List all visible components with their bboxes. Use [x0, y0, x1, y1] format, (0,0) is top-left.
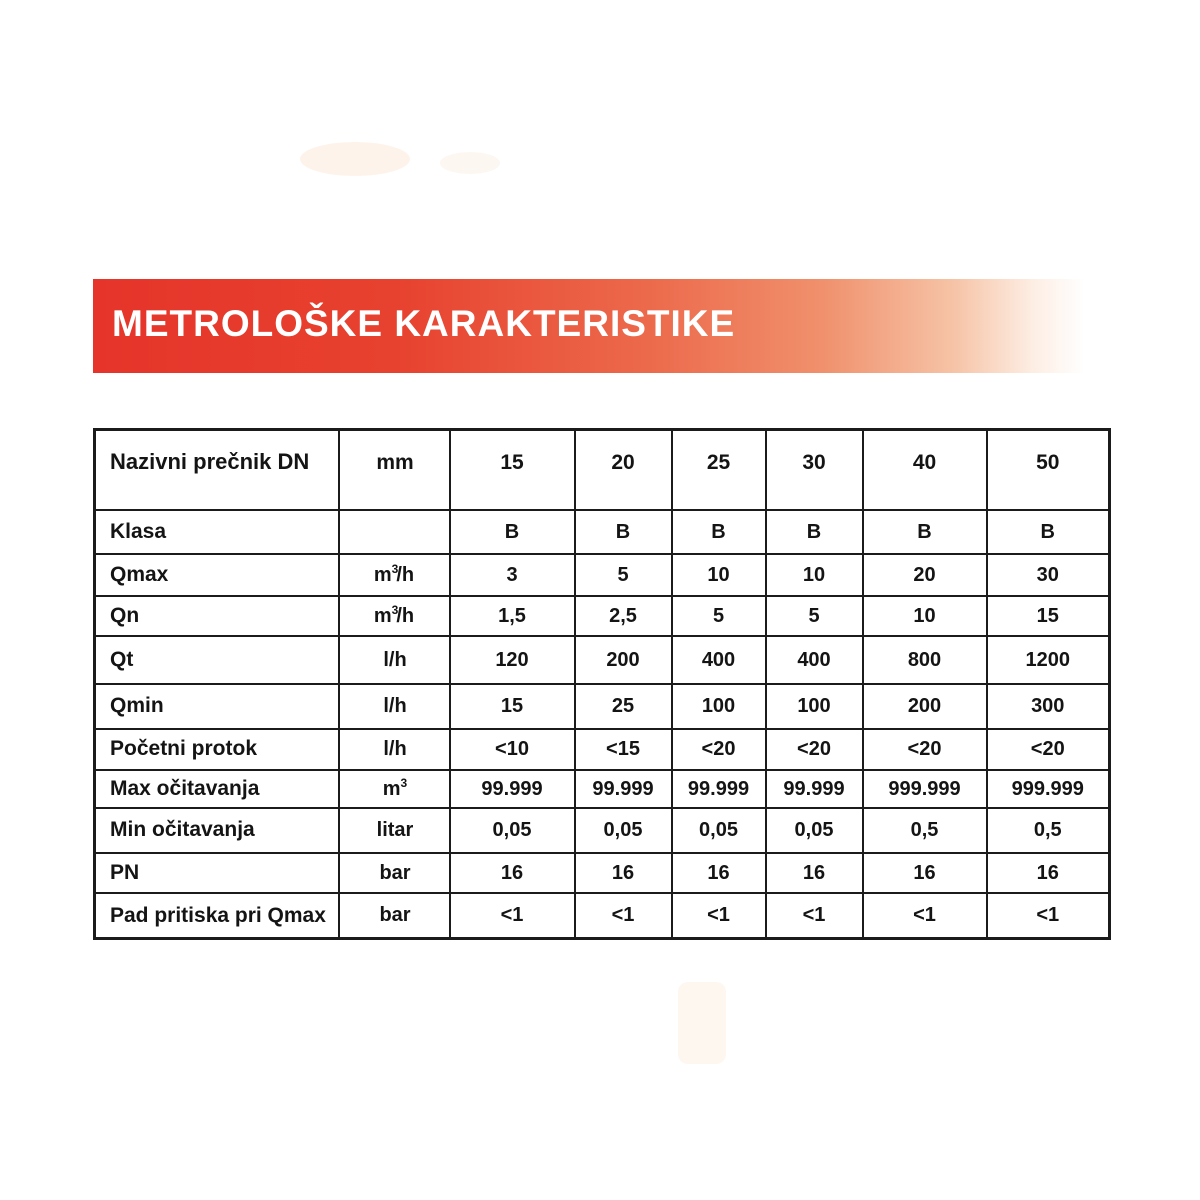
unit-cell: $m^3/h$ [339, 554, 450, 596]
value-cell: 15 [987, 596, 1110, 636]
value-cell: 120 [450, 636, 575, 684]
value-cell: 2,5 [575, 596, 672, 636]
value-cell: B [450, 510, 575, 554]
table-row [95, 770, 1110, 808]
value-cell: <20 [672, 729, 766, 770]
value-cell: <1 [450, 893, 575, 939]
row-label: Min očitavanja [95, 808, 339, 853]
value-cell: 50 [987, 430, 1110, 510]
value-cell: 1,5 [450, 596, 575, 636]
value-cell: <10 [450, 729, 575, 770]
value-cell: 99.999 [672, 770, 766, 808]
value-cell: 200 [575, 636, 672, 684]
row-label: Nazivni prečnik DN [95, 430, 339, 510]
scan-artifact [300, 142, 410, 176]
value-cell: 16 [766, 853, 863, 893]
row-label: Qn [95, 596, 339, 636]
value-cell: <1 [672, 893, 766, 939]
value-cell: <1 [766, 893, 863, 939]
value-cell: <20 [766, 729, 863, 770]
table-row [95, 554, 1110, 596]
value-cell: 0,05 [575, 808, 672, 853]
value-cell: 200 [863, 684, 987, 729]
value-cell: <1 [575, 893, 672, 939]
table-header-row [95, 430, 1110, 510]
table-row [95, 510, 1110, 554]
value-cell: <1 [863, 893, 987, 939]
value-cell: 100 [766, 684, 863, 729]
value-cell: 0,05 [450, 808, 575, 853]
row-label: Qmax [95, 554, 339, 596]
value-cell: 99.999 [575, 770, 672, 808]
section-title: METROLOŠKE KARAKTERISTIKE [112, 303, 736, 344]
value-cell: 400 [672, 636, 766, 684]
value-cell: B [766, 510, 863, 554]
value-cell: 40 [863, 430, 987, 510]
unit-cell: $m^3$ [339, 770, 450, 808]
value-cell: 25 [575, 684, 672, 729]
table-row [95, 684, 1110, 729]
unit-cell: l/h [339, 636, 450, 684]
value-cell: 15 [450, 684, 575, 729]
section-header-banner [93, 279, 1105, 373]
value-cell: 3 [450, 554, 575, 596]
unit-cell: litar [339, 808, 450, 853]
value-cell: 20 [575, 430, 672, 510]
unit-cell: l/h [339, 684, 450, 729]
table-row [95, 596, 1110, 636]
spec-table [93, 428, 1111, 940]
row-label: Qmin [95, 684, 339, 729]
row-label: PN [95, 853, 339, 893]
value-cell: B [672, 510, 766, 554]
value-cell: B [987, 510, 1110, 554]
value-cell: 0,5 [863, 808, 987, 853]
value-cell: 5 [672, 596, 766, 636]
value-cell: 16 [987, 853, 1110, 893]
value-cell: 100 [672, 684, 766, 729]
value-cell: 16 [575, 853, 672, 893]
table-row [95, 808, 1110, 853]
value-cell: 0,05 [672, 808, 766, 853]
value-cell: 16 [450, 853, 575, 893]
value-cell: 999.999 [987, 770, 1110, 808]
value-cell: 5 [766, 596, 863, 636]
value-cell: <15 [575, 729, 672, 770]
unit-cell: $m^3/h$ [339, 596, 450, 636]
value-cell: 300 [987, 684, 1110, 729]
table-row [95, 893, 1110, 939]
unit-cell [339, 510, 450, 554]
value-cell: 999.999 [863, 770, 987, 808]
table-row [95, 636, 1110, 684]
value-cell: <20 [863, 729, 987, 770]
row-label: Qt [95, 636, 339, 684]
value-cell: B [575, 510, 672, 554]
value-cell: 800 [863, 636, 987, 684]
scan-artifact [678, 982, 726, 1064]
unit-cell: mm [339, 430, 450, 510]
value-cell: 5 [575, 554, 672, 596]
row-label: Pad pritiska pri Qmax [95, 893, 339, 939]
scan-artifact [440, 152, 500, 174]
row-label: Max očitavanja [95, 770, 339, 808]
value-cell: 10 [766, 554, 863, 596]
value-cell: 0,05 [766, 808, 863, 853]
value-cell: 10 [863, 596, 987, 636]
value-cell: 16 [863, 853, 987, 893]
value-cell: 30 [987, 554, 1110, 596]
table-row [95, 853, 1110, 893]
value-cell: <20 [987, 729, 1110, 770]
value-cell: 16 [672, 853, 766, 893]
row-label: Početni protok [95, 729, 339, 770]
value-cell: 10 [672, 554, 766, 596]
value-cell: 99.999 [766, 770, 863, 808]
value-cell: 15 [450, 430, 575, 510]
value-cell: 0,5 [987, 808, 1110, 853]
value-cell: 25 [672, 430, 766, 510]
value-cell: 30 [766, 430, 863, 510]
value-cell: B [863, 510, 987, 554]
unit-cell: bar [339, 853, 450, 893]
value-cell: 1200 [987, 636, 1110, 684]
row-label: Klasa [95, 510, 339, 554]
value-cell: 400 [766, 636, 863, 684]
value-cell: 99.999 [450, 770, 575, 808]
table-row [95, 729, 1110, 770]
unit-cell: l/h [339, 729, 450, 770]
unit-cell: bar [339, 893, 450, 939]
value-cell: 20 [863, 554, 987, 596]
value-cell: <1 [987, 893, 1110, 939]
